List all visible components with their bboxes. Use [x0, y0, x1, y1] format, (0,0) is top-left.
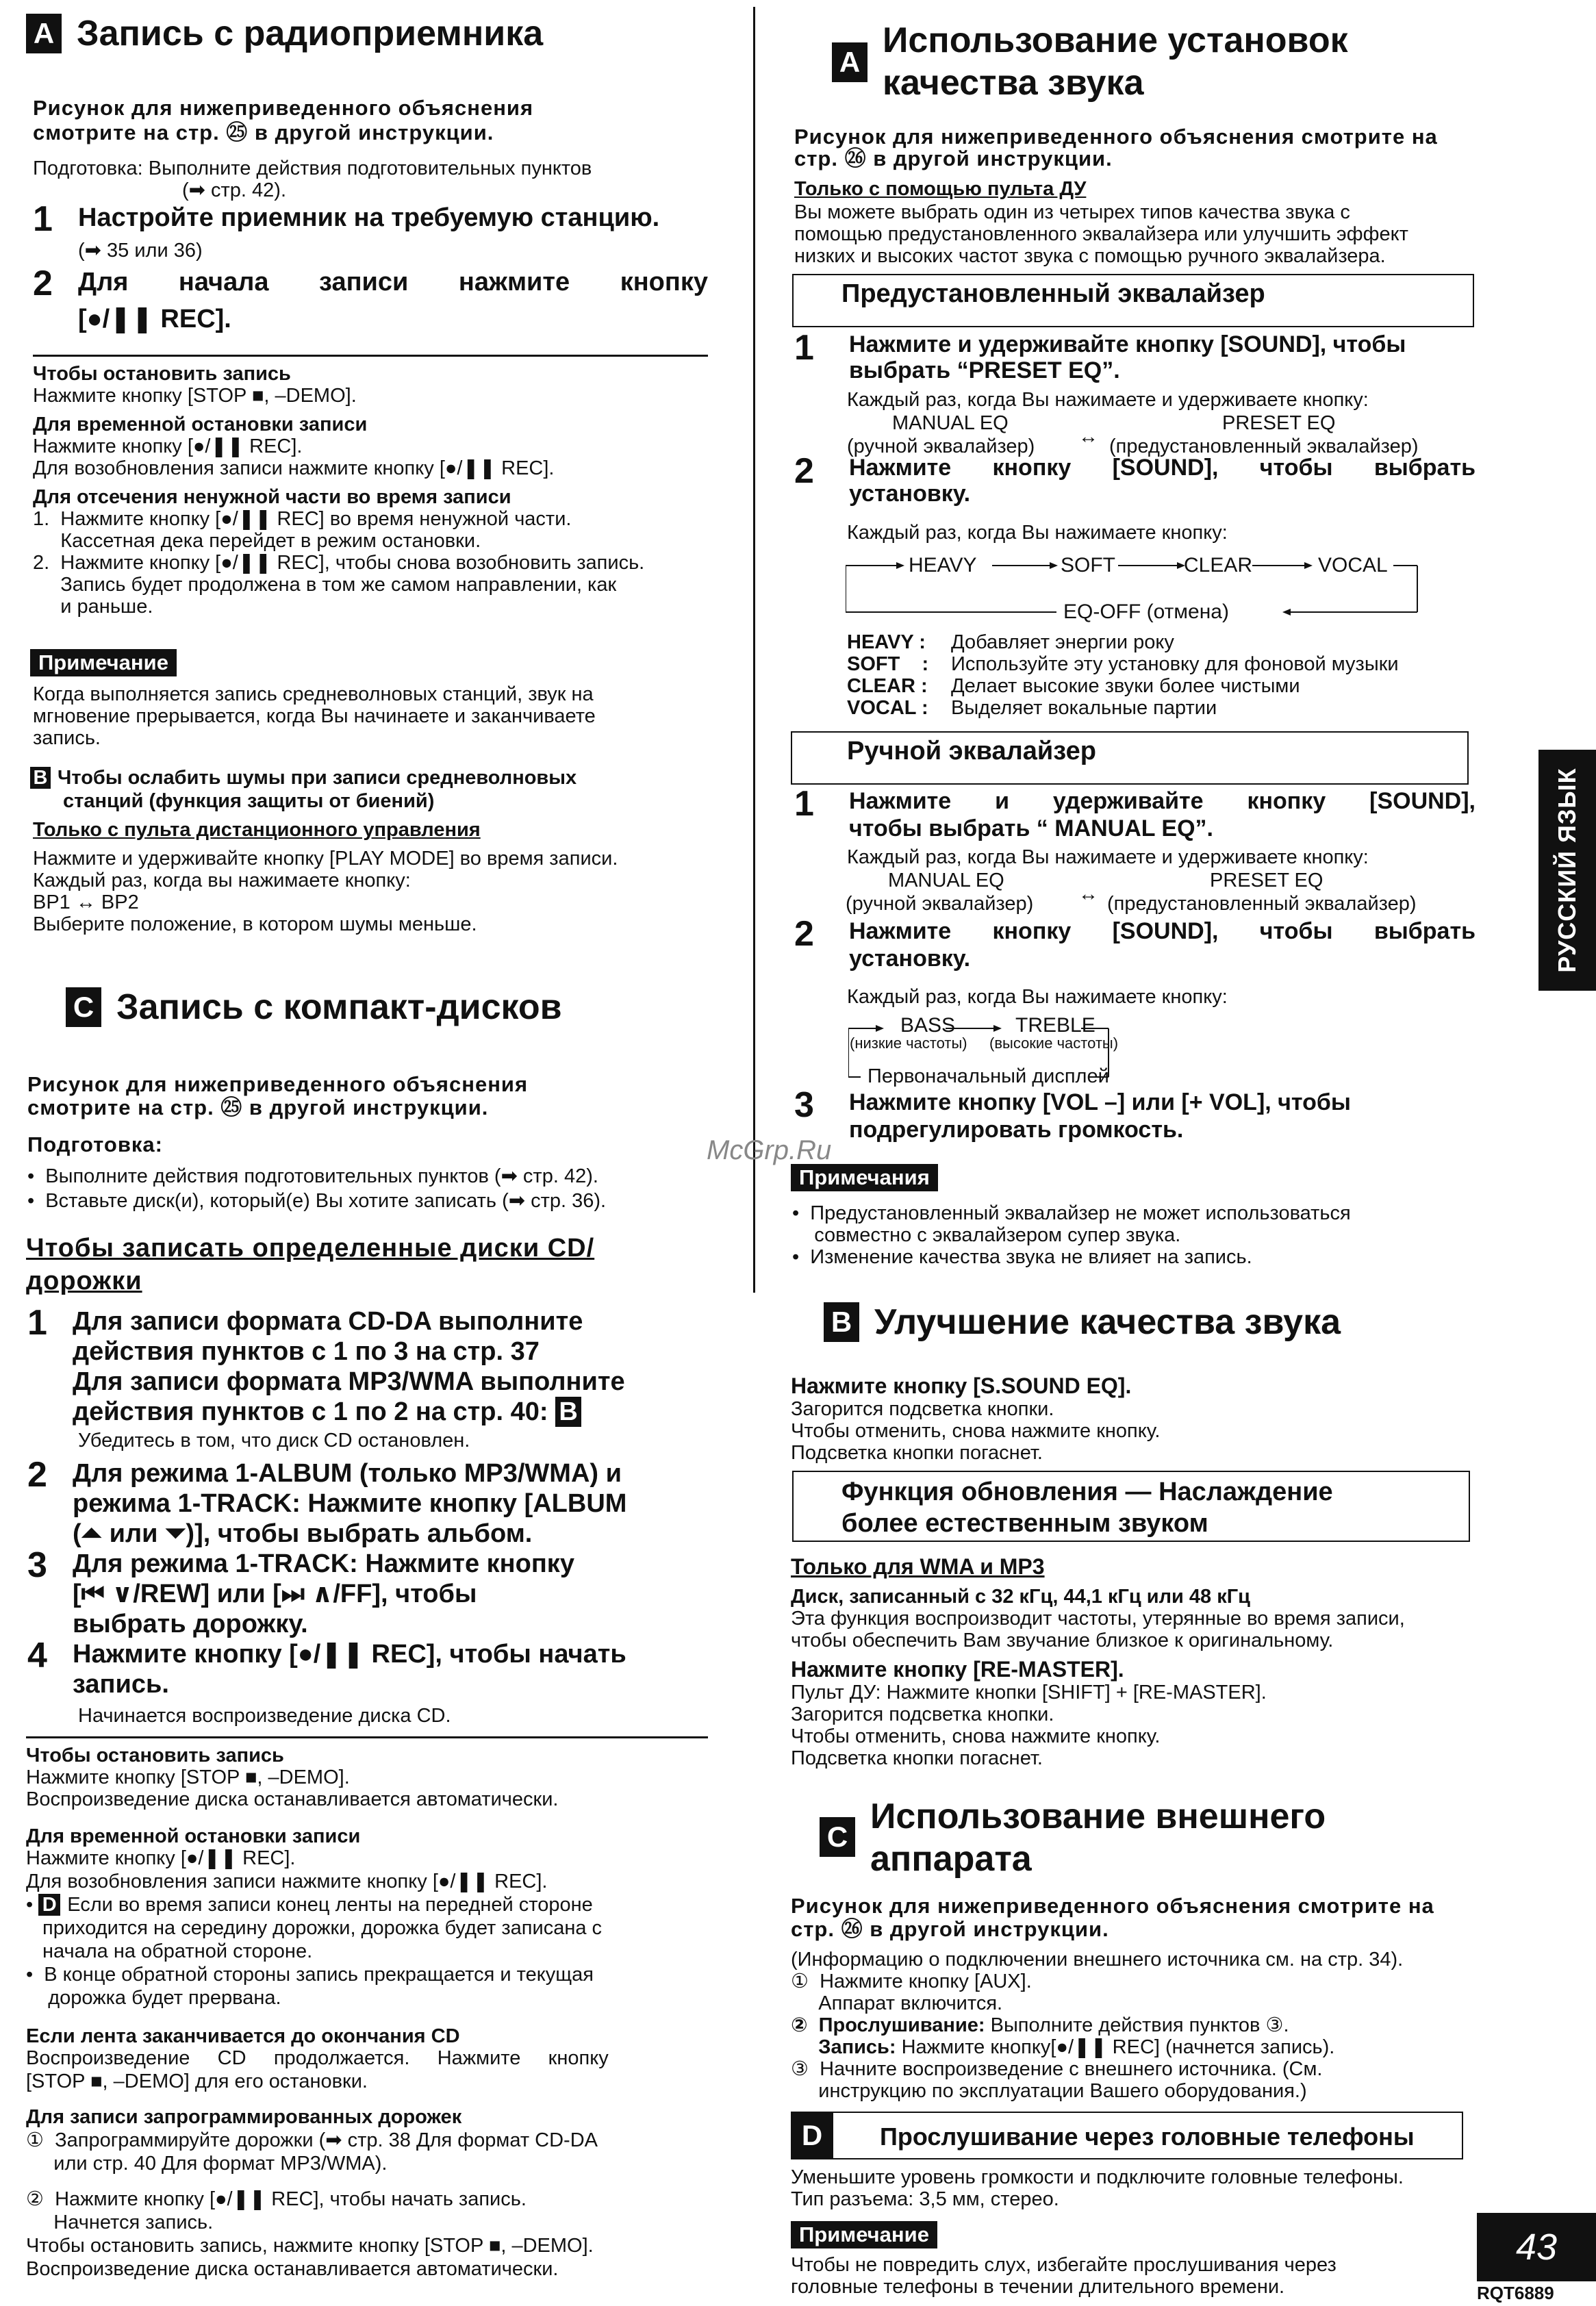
- definition-key: VOCAL :: [847, 697, 928, 719]
- step-subtext: Начинается воспроизведение диска CD.: [78, 1705, 451, 1727]
- list-item: и раньше.: [33, 596, 153, 618]
- cycle-item-eq-off: EQ-OFF (отмена): [1063, 600, 1229, 623]
- subheading: Чтобы остановить запись: [33, 363, 291, 385]
- step-number: 2: [27, 1455, 47, 1495]
- section-title: Запись с компакт-дисков: [116, 987, 562, 1027]
- subheading: Нажмите кнопку [S.SOUND EQ].: [791, 1373, 1132, 1398]
- body-text: Вы можете выбрать один из четырех типов качества звука с: [794, 201, 1350, 223]
- body-text: Воспроизведение CD продолжается. Нажмите кнопку: [26, 2047, 609, 2069]
- mode-label: PRESET EQ: [1222, 412, 1336, 434]
- list-item: Запись будет продолжена в том же самом направлении, как: [33, 574, 617, 596]
- beat-heading: [30, 767, 577, 789]
- step-line: выбрать дорожку.: [73, 1610, 308, 1638]
- step-text: [73, 1639, 626, 1699]
- watermark: McGrp.Ru: [707, 1135, 832, 1165]
- treble-sub-label: (высокие частоты): [989, 1035, 1119, 1052]
- body-text: BP1 ↔ BP2: [33, 891, 139, 913]
- divider: [33, 355, 708, 357]
- section-letter-badge: C: [820, 1817, 855, 1857]
- mode-label: PRESET EQ: [1210, 870, 1323, 891]
- subheading: Для отсечения ненужной части во время записи: [33, 486, 511, 508]
- definition-key: SOFT :: [847, 653, 929, 675]
- step-3: [27, 1545, 574, 1639]
- mode-label: (предустановленный эквалайзер): [1107, 893, 1417, 915]
- step-text: [73, 1549, 574, 1639]
- mode-label: (ручной эквалайзер): [846, 893, 1034, 915]
- body-text: Загорится подсветка кнопки.: [791, 1703, 1054, 1725]
- body-text: Пульт ДУ: Нажмите кнопки [SHIFT] + [RE-MASTER].: [791, 1682, 1267, 1703]
- step-4: [27, 1636, 626, 1699]
- remaster-box: Функция обновления — Наслаждение более естественным звуком: [792, 1471, 1470, 1542]
- step-number: 1: [33, 199, 53, 239]
- body-text: Нажмите кнопку [●/❚❚ REC].: [26, 1847, 296, 1869]
- list-item: инструкцию по эксплуатации Вашего оборудования.): [791, 2080, 1307, 2102]
- section-letter-badge: C: [66, 987, 101, 1027]
- list-item: • Вставьте диск(и), который(е) Вы хотите записать (➡ стр. 36).: [27, 1190, 607, 1212]
- body-text: [STOP ■, –DEMO] для его остановки.: [26, 2070, 368, 2092]
- body-text: (Информацию о подключении внешнего источника см. на стр. 34).: [791, 1949, 1404, 1971]
- note-text: • Изменение качества звука не влияет на запись.: [792, 1246, 1252, 1268]
- list-item: Кассетная дека перейдет в режим остановки.: [33, 530, 481, 552]
- body-text: Подсветка кнопки погаснет.: [791, 1747, 1043, 1769]
- body-text: Каждый раз, когда Вы нажимаете и удерживаете кнопку:: [847, 389, 1369, 411]
- body-text: помощью предустановленного эквалайзера или улучшить эффект: [794, 223, 1408, 245]
- page-number: 43: [1477, 2213, 1596, 2281]
- section-letter-badge: B: [824, 1302, 859, 1342]
- step-text: [73, 1306, 625, 1427]
- body-text: Воспроизведение диска останавливается автоматически.: [26, 1788, 559, 1810]
- section-title: Запись с радиоприемника: [77, 14, 544, 53]
- subheading: Диск, записанный с 32 кГц, 44,1 кГц или 48 кГц: [791, 1586, 1251, 1608]
- list-item: Начнется запись.: [26, 2212, 214, 2233]
- body-text: Каждый раз, когда вы нажимаете кнопку:: [33, 870, 411, 891]
- step-line: Нажмите кнопку [●/❚❚ REC], чтобы начать: [73, 1640, 626, 1669]
- mode-label: MANUAL EQ: [888, 870, 1004, 891]
- list-item: ② Прослушивание: Выполните действия пунктов ③.: [791, 2014, 1289, 2036]
- body-text: Нажмите и удерживайте кнопку [PLAY MODE] во время записи.: [33, 848, 618, 870]
- step-text: Нажмите и удерживайте кнопку [SOUND], чтобы выбрать “PRESET EQ”.: [849, 331, 1406, 383]
- reference-line: смотрите на стр. ㉕ в другой инструкции.: [27, 1095, 489, 1119]
- column-divider: [753, 7, 755, 1293]
- section-c-heading: [820, 1795, 1326, 1880]
- step-text: Нажмите и удерживайте кнопку [SOUND], чтобы выбрать “ MANUAL EQ”.: [849, 788, 1475, 841]
- section-letter-badge: D: [791, 2112, 833, 2159]
- step-line: режима 1-TRACK: Нажмите кнопку [ALBUM: [73, 1489, 627, 1518]
- initial-display-label: Первоначальный дисплей: [867, 1065, 1109, 1087]
- cycle-item-soft: SOFT: [1061, 554, 1115, 576]
- step-subtext: (➡ 35 или 36): [78, 240, 203, 262]
- list-item: 1. Нажмите кнопку [●/❚❚ REC] во время ненужной части.: [33, 508, 572, 530]
- list-item: или стр. 40 Для формат MP3/WMA).: [26, 2153, 388, 2175]
- preset-eq-box: Предустановленный эквалайзер: [792, 274, 1474, 327]
- subheading: Подготовка:: [27, 1132, 163, 1156]
- section-title: Использование внешнего аппарата: [870, 1797, 1326, 1879]
- list-item: • Выполните действия подготовительных пунктов (➡ стр. 42).: [27, 1165, 598, 1187]
- step-text: Нажмите кнопку [SOUND], чтобы выбрать установку.: [849, 455, 1475, 507]
- step-number: 1: [27, 1303, 47, 1343]
- body-text: Тип разъема: 3,5 мм, стерео.: [791, 2188, 1059, 2210]
- preset-step-1: [794, 328, 1406, 383]
- step-number: 1: [794, 328, 814, 368]
- step-line: действия пунктов с 1 по 2 на стр. 40: B: [73, 1397, 625, 1427]
- section-c-heading: [66, 986, 562, 1028]
- subsection-title: Чтобы записать определенные диски CD/: [26, 1234, 595, 1263]
- cycle-item-heavy: HEAVY: [909, 554, 977, 576]
- cycle-item-vocal: VOCAL: [1318, 554, 1388, 576]
- step-number: 3: [27, 1545, 47, 1585]
- step-1: [33, 199, 660, 239]
- step-text: Для начала записи нажмите кнопку: [78, 268, 708, 296]
- definition-key: HEAVY :: [847, 631, 926, 653]
- body-text: Каждый раз, когда Вы нажимаете и удерживаете кнопку:: [847, 846, 1369, 868]
- body-text: Каждый раз, когда Вы нажимаете кнопку:: [847, 986, 1228, 1008]
- body-text: Чтобы остановить запись, нажмите кнопку [STOP ■, –DEMO].: [26, 2235, 594, 2257]
- body-text: Выберите положение, в котором шумы меньше.: [33, 913, 477, 935]
- body-text: низких и высоких частот звука с помощью ручного эквалайзера.: [794, 245, 1386, 267]
- note-text: головные телефоны в течении длительного времени.: [791, 2276, 1285, 2298]
- list-item: начала на обратной стороне.: [42, 1940, 313, 1962]
- section-letter-badge: A: [832, 42, 867, 82]
- bass-label: BASS: [900, 1014, 956, 1037]
- definition-key: CLEAR :: [847, 675, 928, 697]
- note-label: Примечание: [791, 2221, 937, 2248]
- notes-label: Примечания: [791, 1164, 938, 1191]
- definition-value: Добавляет энергии року: [951, 631, 1174, 653]
- body-text: Нажмите кнопку [STOP ■, –DEMO].: [26, 1766, 350, 1788]
- list-item: • D Если во время записи конец ленты на передней стороне: [26, 1894, 593, 1916]
- body-text: чтобы обеспечить Вам звучание близкое к оригинальному.: [791, 1630, 1334, 1651]
- step-number: 3: [794, 1085, 814, 1125]
- note-text: совместно с эквалайзером супер звука.: [792, 1224, 1181, 1246]
- mode-label: MANUAL EQ: [892, 412, 1009, 434]
- divider: [26, 1736, 708, 1738]
- step-text: Настройте приемник на требуемую станцию.: [78, 203, 660, 232]
- step-2: [27, 1455, 627, 1549]
- list-item: Запись: Нажмите кнопку[●/❚❚ REC] (начнется запись).: [791, 2036, 1335, 2058]
- step-text: [73, 1458, 626, 1549]
- reference-line: стр. ㉖ в другой инструкции.: [794, 147, 1113, 170]
- body-text: Чтобы отменить, снова нажмите кнопку.: [791, 1725, 1161, 1747]
- step-text: Нажмите кнопку [SOUND], чтобы выбрать установку.: [849, 918, 1475, 972]
- bass-sub-label: (низкие частоты): [850, 1035, 967, 1052]
- subheading: Если лента заканчивается до окончания CD: [26, 2025, 460, 2047]
- step-number: 2: [33, 264, 53, 303]
- body-text: Загорится подсветка кнопки.: [791, 1398, 1054, 1420]
- reference-line: Рисунок для нижеприведенного объяснения смотрите на: [791, 1894, 1434, 1918]
- step-line: Для записи формата CD-DA выполните: [73, 1307, 583, 1336]
- step-text: Нажмите кнопку [VOL –] или [+ VOL], чтобы подрегулировать громкость.: [849, 1089, 1351, 1143]
- step-number: 2: [794, 451, 814, 491]
- list-item: • В конце обратной стороны запись прекращается и текущая: [26, 1964, 594, 1986]
- note-text: Когда выполняется запись средневолновых станций, звук на: [33, 683, 594, 705]
- definition-value: Используйте эту установку для фоновой музыки: [951, 653, 1399, 675]
- body-text: Нажмите кнопку [●/❚❚ REC].: [33, 435, 303, 457]
- step-number: 4: [27, 1636, 47, 1675]
- preset-step-2: [794, 451, 1475, 507]
- body-text: Подсветка кнопки погаснет.: [791, 1442, 1043, 1464]
- step-line: Для записи формата MP3/WMA выполните: [73, 1367, 625, 1396]
- treble-label: TREBLE: [1015, 1014, 1095, 1037]
- section-title: Улучшение качества звука: [874, 1302, 1341, 1342]
- note-text: мгновение прерывается, когда Вы начинаете и заканчиваете: [33, 705, 596, 727]
- wma-mp3-label: Только для WMA и MP3: [791, 1554, 1045, 1579]
- subheading: Чтобы остановить запись: [26, 1745, 284, 1766]
- manual-step-3: [794, 1085, 1351, 1143]
- beat-heading-text: Чтобы ослабить шумы при записи средневолновых: [58, 767, 577, 789]
- body-text: Уменьшите уровень громкости и подключите головные телефоны.: [791, 2166, 1404, 2188]
- list-item: дорожка будет прервана.: [26, 1987, 281, 2009]
- step-line: (⏶ или ⏷)], чтобы выбрать альбом.: [73, 1519, 533, 1548]
- preparation-text: (➡ стр. 42).: [182, 179, 287, 201]
- body-text: Нажмите кнопку [STOP ■, –DEMO].: [33, 385, 357, 407]
- note-label: Примечание: [30, 649, 177, 676]
- body-text: Для возобновления записи нажмите кнопку [●/❚❚ REC].: [26, 1871, 548, 1892]
- manual-step-2: [794, 914, 1475, 972]
- list-item: Аппарат включится.: [791, 1992, 1003, 2014]
- list-item: 2. Нажмите кнопку [●/❚❚ REC], чтобы снова возобновить запись.: [33, 552, 645, 574]
- list-item: ① Запрограммируйте дорожки (➡ стр. 38 Для формат CD-DA: [26, 2129, 598, 2151]
- mode-label: (ручной эквалайзер): [847, 435, 1035, 457]
- step-1: [27, 1303, 625, 1427]
- step-line: Для режима 1-ALBUM (только MP3/WMA) и: [73, 1459, 622, 1488]
- step-2: [33, 264, 708, 303]
- step-line: запись.: [73, 1670, 169, 1699]
- section-letter-badge: B: [30, 767, 51, 789]
- note-text: запись.: [33, 727, 101, 749]
- step-line: Для режима 1-TRACK: Нажмите кнопку: [73, 1549, 574, 1578]
- reference-line: Рисунок для нижеприведенного объяснения смотрите на: [794, 125, 1438, 149]
- section-letter-badge: A: [26, 14, 62, 53]
- body-text: Каждый раз, когда Вы нажимаете кнопку:: [847, 522, 1228, 544]
- beat-heading-text: станций (функция защиты от биений): [63, 790, 435, 812]
- list-item: ③ Начните воспроизведение с внешнего источника. (См.: [791, 2058, 1323, 2080]
- remote-only-label: Только с помощью пульта ДУ: [794, 178, 1087, 200]
- list-item: приходится на середину дорожки, дорожка будет записана с: [42, 1917, 603, 1939]
- step-line: действия пунктов с 1 по 3 на стр. 37: [73, 1337, 540, 1366]
- subheading: Для временной остановки записи: [33, 414, 368, 435]
- body-text: Воспроизведение диска останавливается автоматически.: [26, 2258, 559, 2280]
- reference-line: Рисунок для нижеприведенного объяснения: [33, 96, 534, 120]
- section-a-heading: [832, 19, 1348, 104]
- note-text: Чтобы не повредить слух, избегайте прослушивания через: [791, 2254, 1337, 2276]
- section-letter-badge: B: [555, 1397, 581, 1427]
- document-code: RQT6889: [1477, 2283, 1554, 2303]
- list-item: ① Нажмите кнопку [AUX].: [791, 1971, 1032, 1992]
- mode-label: (предустановленный эквалайзер): [1109, 435, 1419, 457]
- manual-eq-box: Ручной эквалайзер: [791, 731, 1469, 785]
- remote-only-label: Только с пульта дистанционного управления: [33, 819, 481, 841]
- subheading: Для временной остановки записи: [26, 1825, 361, 1847]
- section-title: Прослушивание через головные телефоны: [880, 2123, 1415, 2151]
- definition-value: Выделяет вокальные партии: [951, 697, 1217, 719]
- note-text: • Предустановленный эквалайзер не может использоваться: [792, 1202, 1351, 1224]
- section-d-heading: [791, 2112, 1463, 2159]
- list-item: ② Нажмите кнопку [●/❚❚ REC], чтобы начать запись.: [26, 2188, 527, 2210]
- language-tab: РУССКИЙ ЯЗЫК: [1538, 750, 1596, 991]
- preparation-text: Подготовка: Выполните действия подготовительных пунктов: [33, 157, 592, 179]
- manual-step-1: [794, 784, 1475, 842]
- step-subtext: Убедитесь в том, что диск CD остановлен.: [78, 1430, 470, 1452]
- subsection-title: дорожки: [26, 1267, 142, 1295]
- step-text: [●/❚❚ REC].: [78, 305, 231, 333]
- body-text: Для возобновления записи нажмите кнопку [●/❚❚ REC].: [33, 457, 555, 479]
- section-b-heading: [824, 1301, 1341, 1343]
- toggle-arrow: ↔: [1078, 426, 1098, 448]
- reference-line: Рисунок для нижеприведенного объяснения: [27, 1072, 529, 1096]
- step-number: 2: [794, 914, 814, 954]
- section-a-heading: [26, 12, 543, 55]
- definition-value: Делает высокие звуки более чистыми: [951, 675, 1300, 697]
- subheading: Нажмите кнопку [RE-MASTER].: [791, 1657, 1124, 1682]
- body-text: Эта функция воспроизводит частоты, утерянные во время записи,: [791, 1608, 1405, 1630]
- toggle-arrow: ↔: [1078, 883, 1098, 905]
- reference-line: стр. ㉖ в другой инструкции.: [791, 1917, 1109, 1941]
- section-title: Использование установок качества звука: [883, 21, 1348, 103]
- step-line: [⏮ ∨/REW] или [⏭ ∧/FF], чтобы: [73, 1580, 477, 1608]
- cycle-item-clear: CLEAR: [1184, 554, 1253, 576]
- reference-line: смотрите на стр. ㉕ в другой инструкции.: [33, 121, 494, 144]
- subheading: Для записи запрограммированных дорожек: [26, 2106, 462, 2128]
- step-number: 1: [794, 784, 814, 824]
- section-letter-badge: D: [38, 1894, 60, 1916]
- body-text: Чтобы отменить, снова нажмите кнопку.: [791, 1420, 1161, 1442]
